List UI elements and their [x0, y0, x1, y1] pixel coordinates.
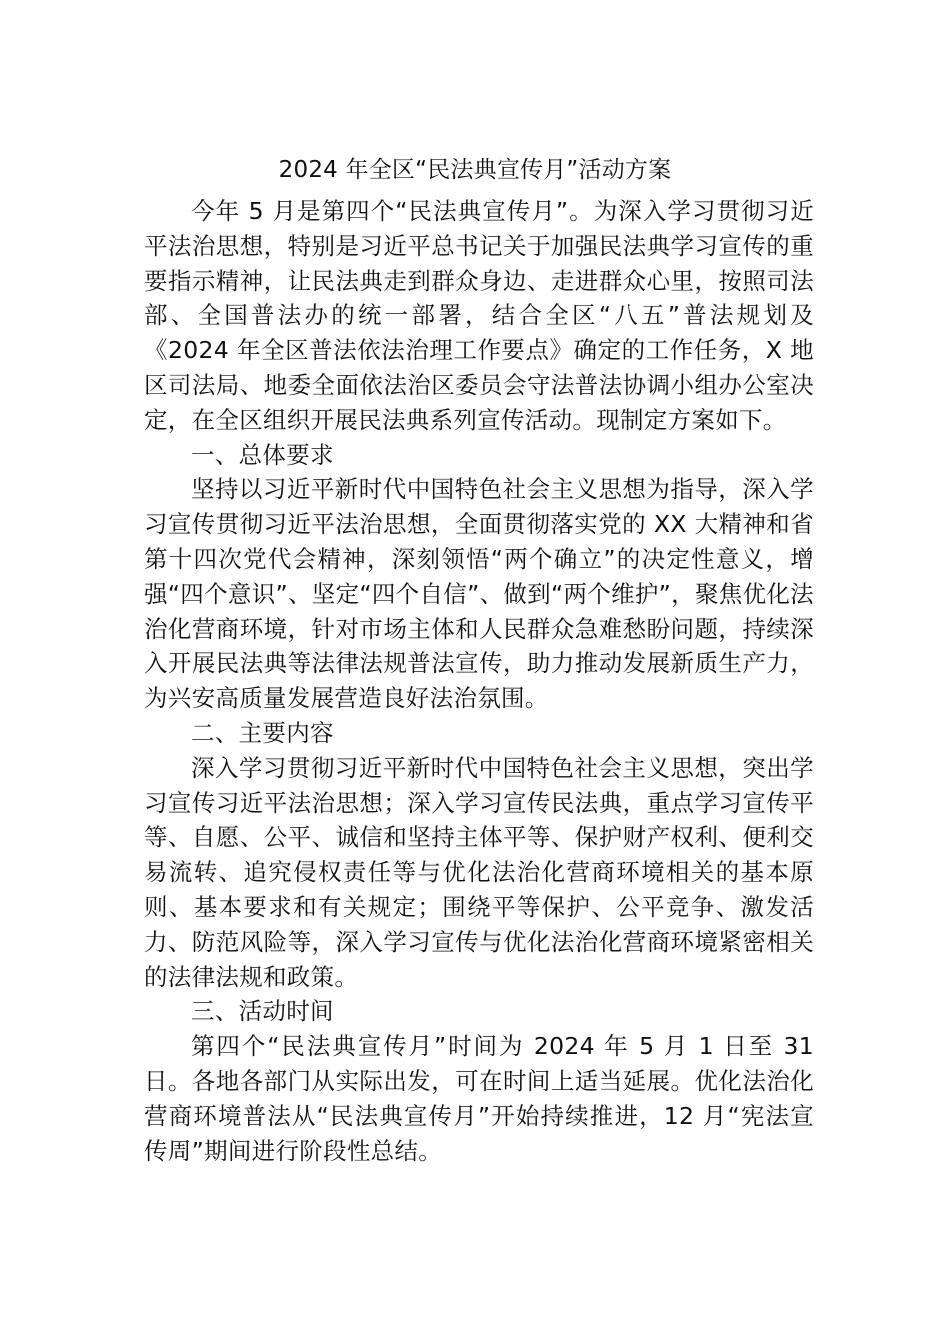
document-title: 2024 年全区“民法典宣传月”活动方案 [278, 157, 672, 183]
section-heading-general-requirements: 一、总体要求 [191, 440, 334, 469]
section-text-activity-time: 第四个“民法典宣传月”时间为 2024 年 5 月 1 日至 31 日。各地各部门从实际出发，可在时间上适当延展。优化法治化营商环境普法从“民法典宣传月”开始持续推进，12 月“宪法宣传周”期间进行阶段性总结。 [144, 1032, 814, 1165]
section-text-general-requirements: 坚持以习近平新时代中国特色社会主义思想为指导，深入学习宣传贯彻习近平法治思想，全面贯彻落实党的 XX 大精神和省第十四次党代会精神，深刻领悟“两个确立”的决定性意义，增强“四个意识”、坚定“四个自信”、做到“两个维护”，聚焦优化法治化营商环境，针对市场主体和人民群众急难愁盼问题，持续深入开展民法典等法律法规普法宣传，助力推动发展新质生产力，为兴安高质量发展营造良好法治氛围。 [144, 475, 814, 713]
section-heading-main-content: 二、主要内容 [191, 718, 334, 747]
intro-paragraph: 今年 5 月是第四个“民法典宣传月”。为深入学习贯彻习近平法治思想，特别是习近平总书记关于加强民法典学习宣传的重要指示精神，让民法典走到群众身边、走进群众心里，按照司法部、全国普法办的统一部署，结合全区“八五”普法规划及《2024 年全区普法依法治理工作要点》确定的工作任务，X 地区司法局、地委全面依法治区委员会守法普法协调小组办公室决定，在全区组织开展民法典系列宣传活动。现制定方案如下。 [144, 197, 814, 434]
section-text-main-content: 深入学习贯彻习近平新时代中国特色社会主义思想，突出学习宣传习近平法治思想；深入学习宣传民法典，重点学习宣传平等、自愿、公平、诚信和坚持主体平等、保护财产权利、便利交易流转、追究侵权责任等与优化法治化营商环境相关的基本原则、基本要求和有关规定；围绕平等保护、公平竞争、激发活力、防范风险等，深入学习宣传与优化法治化营商环境紧密相关的法律法规和政策。 [144, 753, 814, 991]
section-heading-activity-time: 三、活动时间 [191, 997, 334, 1026]
document-body [144, 194, 814, 1168]
